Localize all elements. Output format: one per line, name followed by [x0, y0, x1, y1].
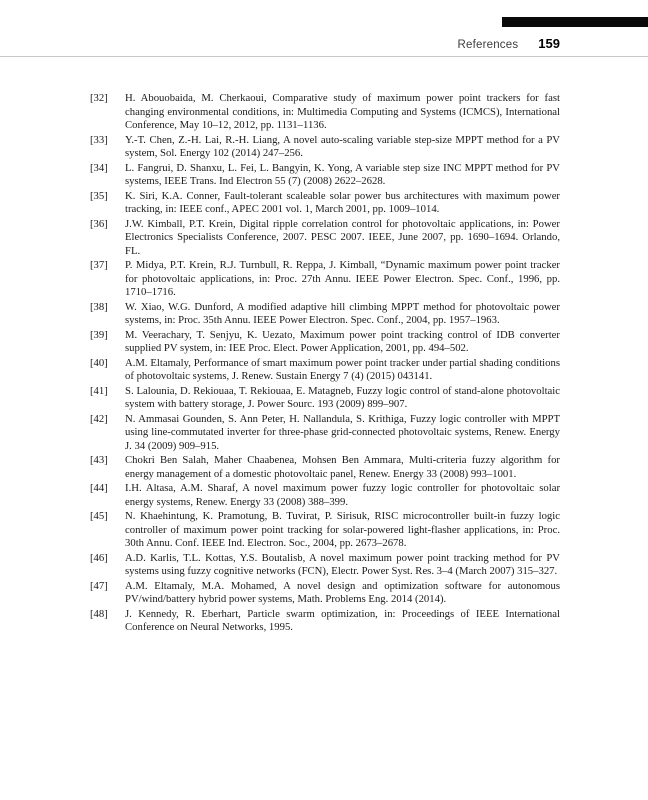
- reference-number: [43]: [90, 454, 108, 466]
- reference-text: A.D. Karlis, T.L. Kottas, Y.S. Boutalisb, A novel maximum power point tracking method for PV systems using fuzzy cognitive networks (FCN), Electr. Power Syst. Res. 3–4 (March 2007) 315–327.: [125, 551, 560, 577]
- references-list: [90, 92, 560, 636]
- reference-number: [46]: [90, 551, 108, 564]
- reference-text: K. Siri, K.A. Conner, Fault-tolerant scaleable solar power bus architectures with maximum power tracking, in: IEEE conf., APEC 2001 vol. 1, March 2001, pp. 1009–1014.: [125, 189, 560, 215]
- reference-text: M. Veerachary, T. Senjyu, K. Uezato, Maximum power point tracking control of IDB converter supplied PV system, in: IEE Proc. Elect. Power Application, 2001, pp. 494–502.: [125, 328, 560, 354]
- reference-text: N. Ammasai Gounden, S. Ann Peter, H. Nallandula, S. Krithiga, Fuzzy logic controller with MPPT using line-commutated inverter for three-phase grid-connected photovoltaic systems, Renew. Energy J. 34 (2009) 909–915.: [125, 412, 560, 452]
- reference-item: [90, 190, 560, 217]
- reference-item: [90, 92, 560, 133]
- reference-text: A.M. Eltamaly, Performance of smart maximum power point tracker under partial shading conditions of photovoltaic systems, J. Renew. Sustain Energy 7 (4) (2015) 043141.: [125, 356, 560, 382]
- reference-item: [90, 608, 560, 635]
- reference-item: [90, 329, 560, 356]
- reference-text: J.W. Kimball, P.T. Krein, Digital ripple correlation control for photovoltaic applications, in: Power Electronics Specialists Conference, 2007. PESC 2007. IEEE, June 2007, pp. 1690–1694. Orlando, FL.: [125, 217, 560, 257]
- reference-number: [40]: [90, 356, 108, 369]
- page-number: 159: [538, 36, 560, 51]
- reference-text: I.H. Altasa, A.M. Sharaf, A novel maximum power fuzzy logic controller for photovoltaic solar energy systems, Renew. Energy 33 (2008) 388–399.: [125, 482, 560, 508]
- reference-item: [90, 357, 560, 384]
- reference-item: [90, 510, 560, 551]
- reference-item: [90, 580, 560, 607]
- reference-item: [90, 385, 560, 412]
- reference-number: [37]: [90, 259, 108, 271]
- reference-item: [90, 482, 560, 509]
- reference-text: H. Abouobaida, M. Cherkaoui, Comparative study of maximum power point trackers for fast changing environmental conditions, in: Multimedia Computing and Systems (ICMCS), International Conference, May 10–12, 2012, pp. 1131–1136.: [125, 92, 560, 131]
- reference-item: [90, 134, 560, 161]
- reference-text: J. Kennedy, R. Eberhart, Particle swarm optimization, in: Proceedings of IEEE International Conference on Neural Networks, 1995.: [125, 607, 560, 633]
- chapter-tab-bar: [502, 17, 648, 27]
- reference-item: [90, 301, 560, 328]
- reference-text: P. Midya, P.T. Krein, R.J. Turnbull, R. Reppa, J. Kimball, “Dynamic maximum power point tracker for photovoltaic applications, in: Proc. 27th Annu. IEEE Power Electron. Spec. Conf., 1996, pp. 1710–1716.: [125, 259, 560, 298]
- reference-text: S. Lalounia, D. Rekiouaa, T. Rekiouaa, E. Matagneb, Fuzzy logic control of stand-alone photovoltaic system with battery storage, J. Power Sourc. 193 (2009) 899–907.: [125, 384, 560, 410]
- reference-text: L. Fangrui, D. Shanxu, L. Fei, L. Bangyin, K. Yong, A variable step size INC MPPT method for PV systems, IEEE Trans. Ind Electron 55 (7) (2008) 2622–2628.: [125, 161, 560, 187]
- reference-number: [38]: [90, 300, 108, 313]
- reference-number: [47]: [90, 579, 108, 592]
- reference-text: Chokri Ben Salah, Maher Chaabenea, Mohsen Ben Ammara, Multi-criteria fuzzy algorithm for energy management of a domestic photovoltaic panel, Renew. Energy 33 (2008) 993–1001.: [125, 454, 560, 480]
- reference-item: [90, 218, 560, 259]
- reference-item: [90, 413, 560, 454]
- reference-number: [32]: [90, 92, 108, 104]
- reference-number: [39]: [90, 328, 108, 341]
- reference-text: W. Xiao, W.G. Dunford, A modified adaptive hill climbing MPPT method for photovoltaic power systems, in: Proc. 35th Annu. IEEE Power Electron. Spec. Conf., 2004, pp. 1957–1963.: [125, 300, 560, 326]
- reference-number: [35]: [90, 189, 108, 202]
- reference-number: [34]: [90, 161, 108, 174]
- running-head: [457, 36, 560, 51]
- reference-number: [33]: [90, 133, 108, 146]
- reference-number: [36]: [90, 217, 108, 230]
- reference-number: [45]: [90, 510, 108, 522]
- reference-item: [90, 162, 560, 189]
- reference-number: [44]: [90, 482, 108, 494]
- header-rule: [0, 56, 648, 57]
- reference-number: [42]: [90, 412, 108, 425]
- reference-number: [41]: [90, 384, 108, 397]
- reference-number: [48]: [90, 607, 108, 620]
- reference-text: A.M. Eltamaly, M.A. Mohamed, A novel design and optimization software for autonomous PV/wind/battery hybrid power systems, Math. Problems Eng. 2014 (2014).: [125, 579, 560, 605]
- reference-item: [90, 259, 560, 300]
- running-head-title: References: [457, 39, 519, 51]
- reference-item: [90, 454, 560, 481]
- reference-text: Y.-T. Chen, Z.-H. Lai, R.-H. Liang, A novel auto-scaling variable step-size MPPT method for a PV system, Sol. Energy 102 (2014) 247–256.: [125, 133, 560, 159]
- reference-text: N. Khaehintung, K. Pramotung, B. Tuvirat, P. Sirisuk, RISC microcontroller built-in fuzzy logic controller of maximum power point tracking for solar-powered light-flasher applications, in: Proc. 30th Annu. Conf. IEEE Ind. Electron. Soc., 2004, pp. 2673–2678.: [125, 510, 560, 549]
- reference-item: [90, 552, 560, 579]
